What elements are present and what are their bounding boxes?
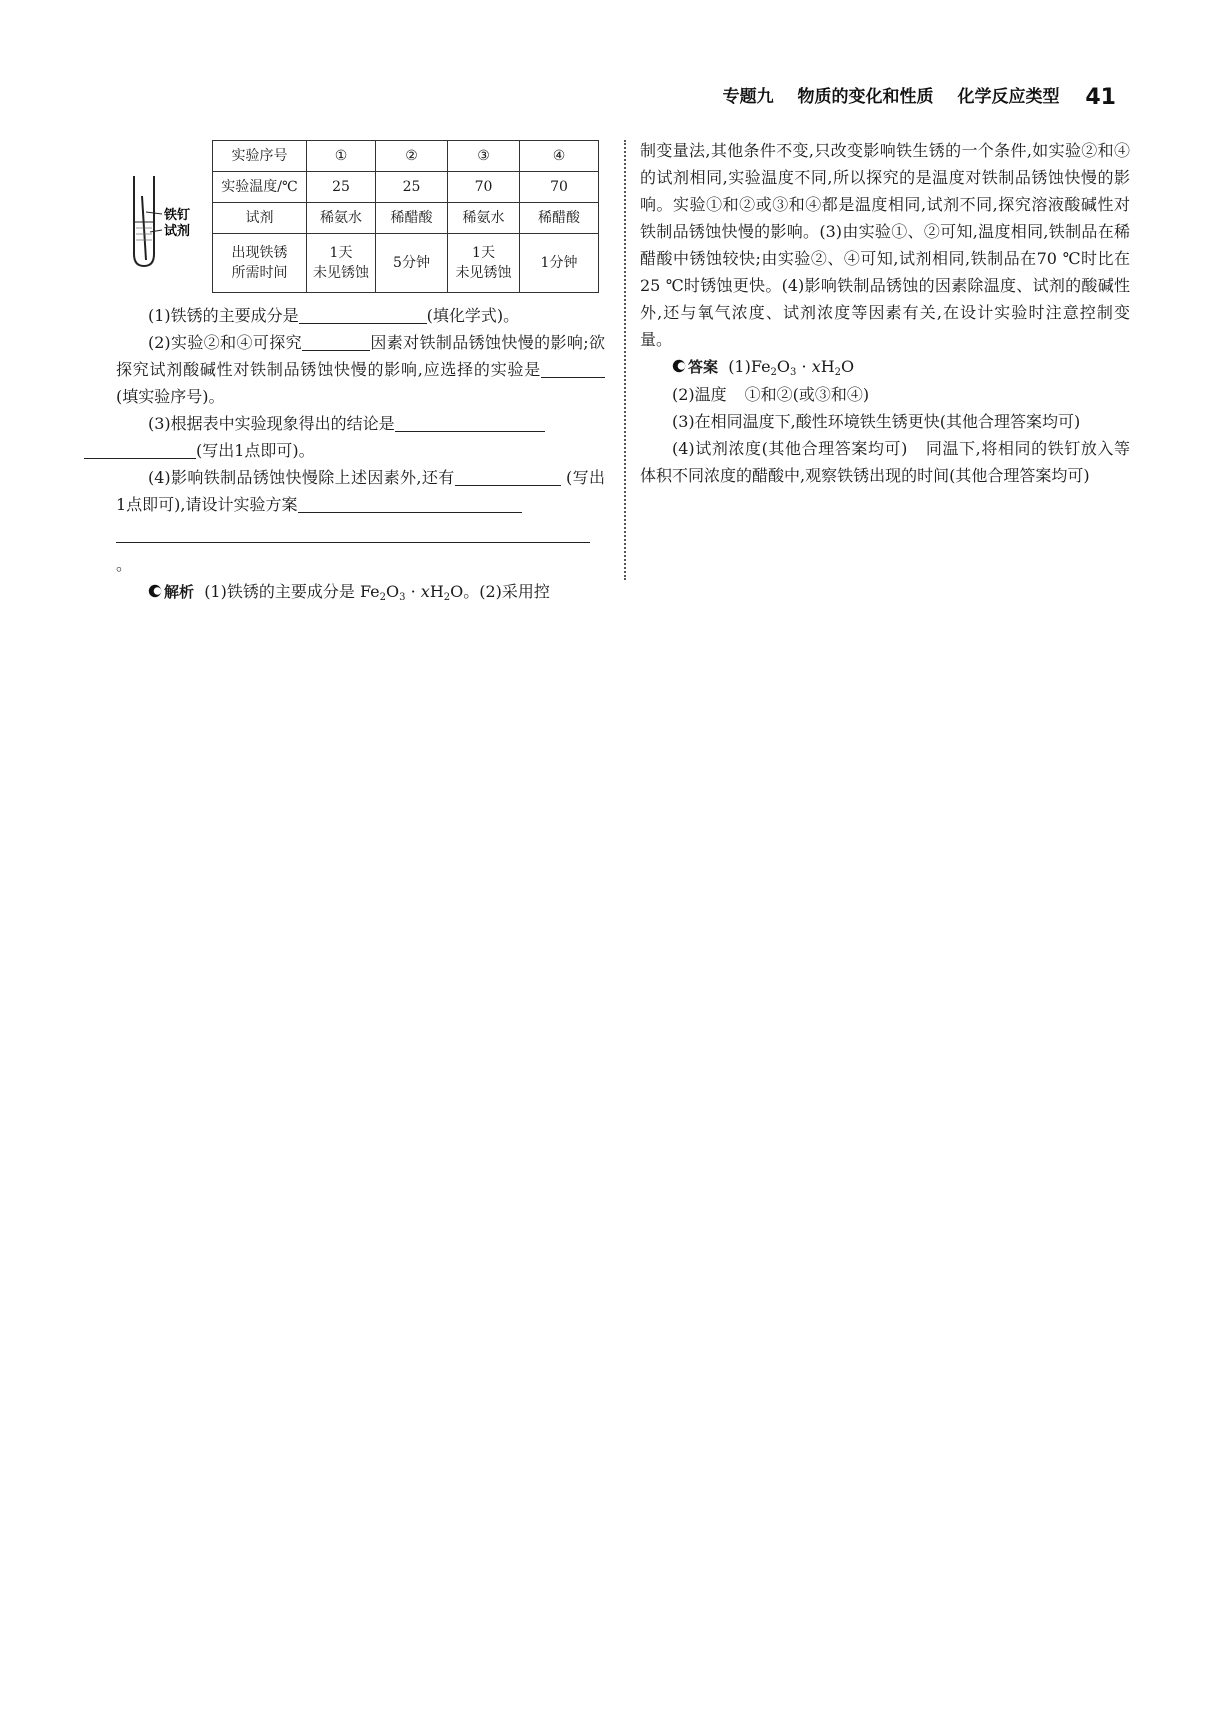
table-row: 出现铁锈 所需时间 1天 未见锈蚀 5分钟 1天 未见锈蚀 1分钟 <box>213 234 599 293</box>
answer-1: 答案 $(1)Fe_2O_3 \cdot xH_2O$ <box>640 353 1130 381</box>
table-row: 试剂 稀氨水 稀醋酸 稀氨水 稀醋酸 <box>213 203 599 234</box>
test-tube-figure <box>128 174 218 270</box>
right-column <box>640 137 1130 489</box>
question-1: (1)铁锈的主要成分是 (填化学式)。 <box>148 306 520 325</box>
answer-2: (2)温度 ①和②(或③和④) <box>672 385 870 404</box>
reagent-label: 试剂 <box>164 224 191 239</box>
answer-blank[interactable] <box>541 359 605 378</box>
experiment-block <box>116 140 605 302</box>
page-number: 41 <box>1085 85 1116 110</box>
answer-blank[interactable] <box>395 413 545 432</box>
answer-4: (4)试剂浓度(其他合理答案均可) 同温下,将相同的铁钉放入等体积不同浓度的醋酸中,观察铁锈出现的时间(其他合理答案均可) <box>640 439 1130 485</box>
question-4: (4)影响铁制品锈蚀快慢除上述因素外,还有 (写出1点即可),请设计实验方案 <box>116 468 605 514</box>
chapter-label: 专题九 <box>722 87 774 107</box>
experiment-table <box>212 140 599 293</box>
page-header <box>723 82 1116 110</box>
nail-label: 铁钉 <box>164 208 191 223</box>
question-4-continuation: 。 <box>116 518 605 578</box>
column-divider <box>624 140 626 580</box>
section-title: 物质的变化和性质 <box>797 87 934 107</box>
analysis-icon <box>148 584 162 598</box>
answer-blank[interactable] <box>116 522 590 543</box>
table-row: 实验序号 ① ② ③ ④ <box>213 141 599 172</box>
answer-blank[interactable] <box>299 305 427 324</box>
analysis-continuation: 制变量法,其他条件不变,只改变影响铁生锈的一个条件,如实验②和④的试剂相同,实验温度不同,所以探究的是温度对铁制品锈蚀快慢的影响。实验①和②或③和④都是温度相同,试剂不同,探究溶液酸碱性对铁制品锈蚀快慢的影响。(3)由实验①、②可知,温度相同,铁制品在稀醋酸中锈蚀较快;由实验②、④可知,试剂相同,铁制品在70 ℃时比在25 ℃时锈蚀更快。(4)影响铁制品锈蚀的因素除温度、试剂的酸碱性外,还与氧气浓度、试剂浓度等因素有关,在设计实验时注意控制变量。 <box>640 141 1130 349</box>
answer-blank[interactable] <box>84 440 196 459</box>
reagent-pointer <box>150 230 162 232</box>
table-row: 实验温度/℃ 25 25 70 70 <box>213 172 599 203</box>
left-column <box>116 140 605 606</box>
answer-icon <box>672 359 686 373</box>
answer-blank[interactable] <box>298 494 522 513</box>
answer-blank[interactable] <box>455 467 561 486</box>
answer-blank[interactable] <box>302 332 370 351</box>
question-2: (2)实验②和④可探究 因素对铁制品锈蚀快慢的影响;欲探究试剂酸碱性对铁制品锈蚀快慢的影响,应选择的实验是(填实验序号)。 <box>116 333 605 406</box>
question-3: (3)根据表中实验现象得出的结论是 (写出1点即可)。 <box>116 410 605 464</box>
answer-3: (3)在相同温度下,酸性环境铁生锈更快(其他合理答案均可) <box>672 412 1081 431</box>
analysis-left: 解析 (1)铁锈的主要成分是 $Fe_2O_3 \cdot xH_2O$。(2)采用控 <box>116 578 605 606</box>
subsection-title: 化学反应类型 <box>957 87 1060 107</box>
